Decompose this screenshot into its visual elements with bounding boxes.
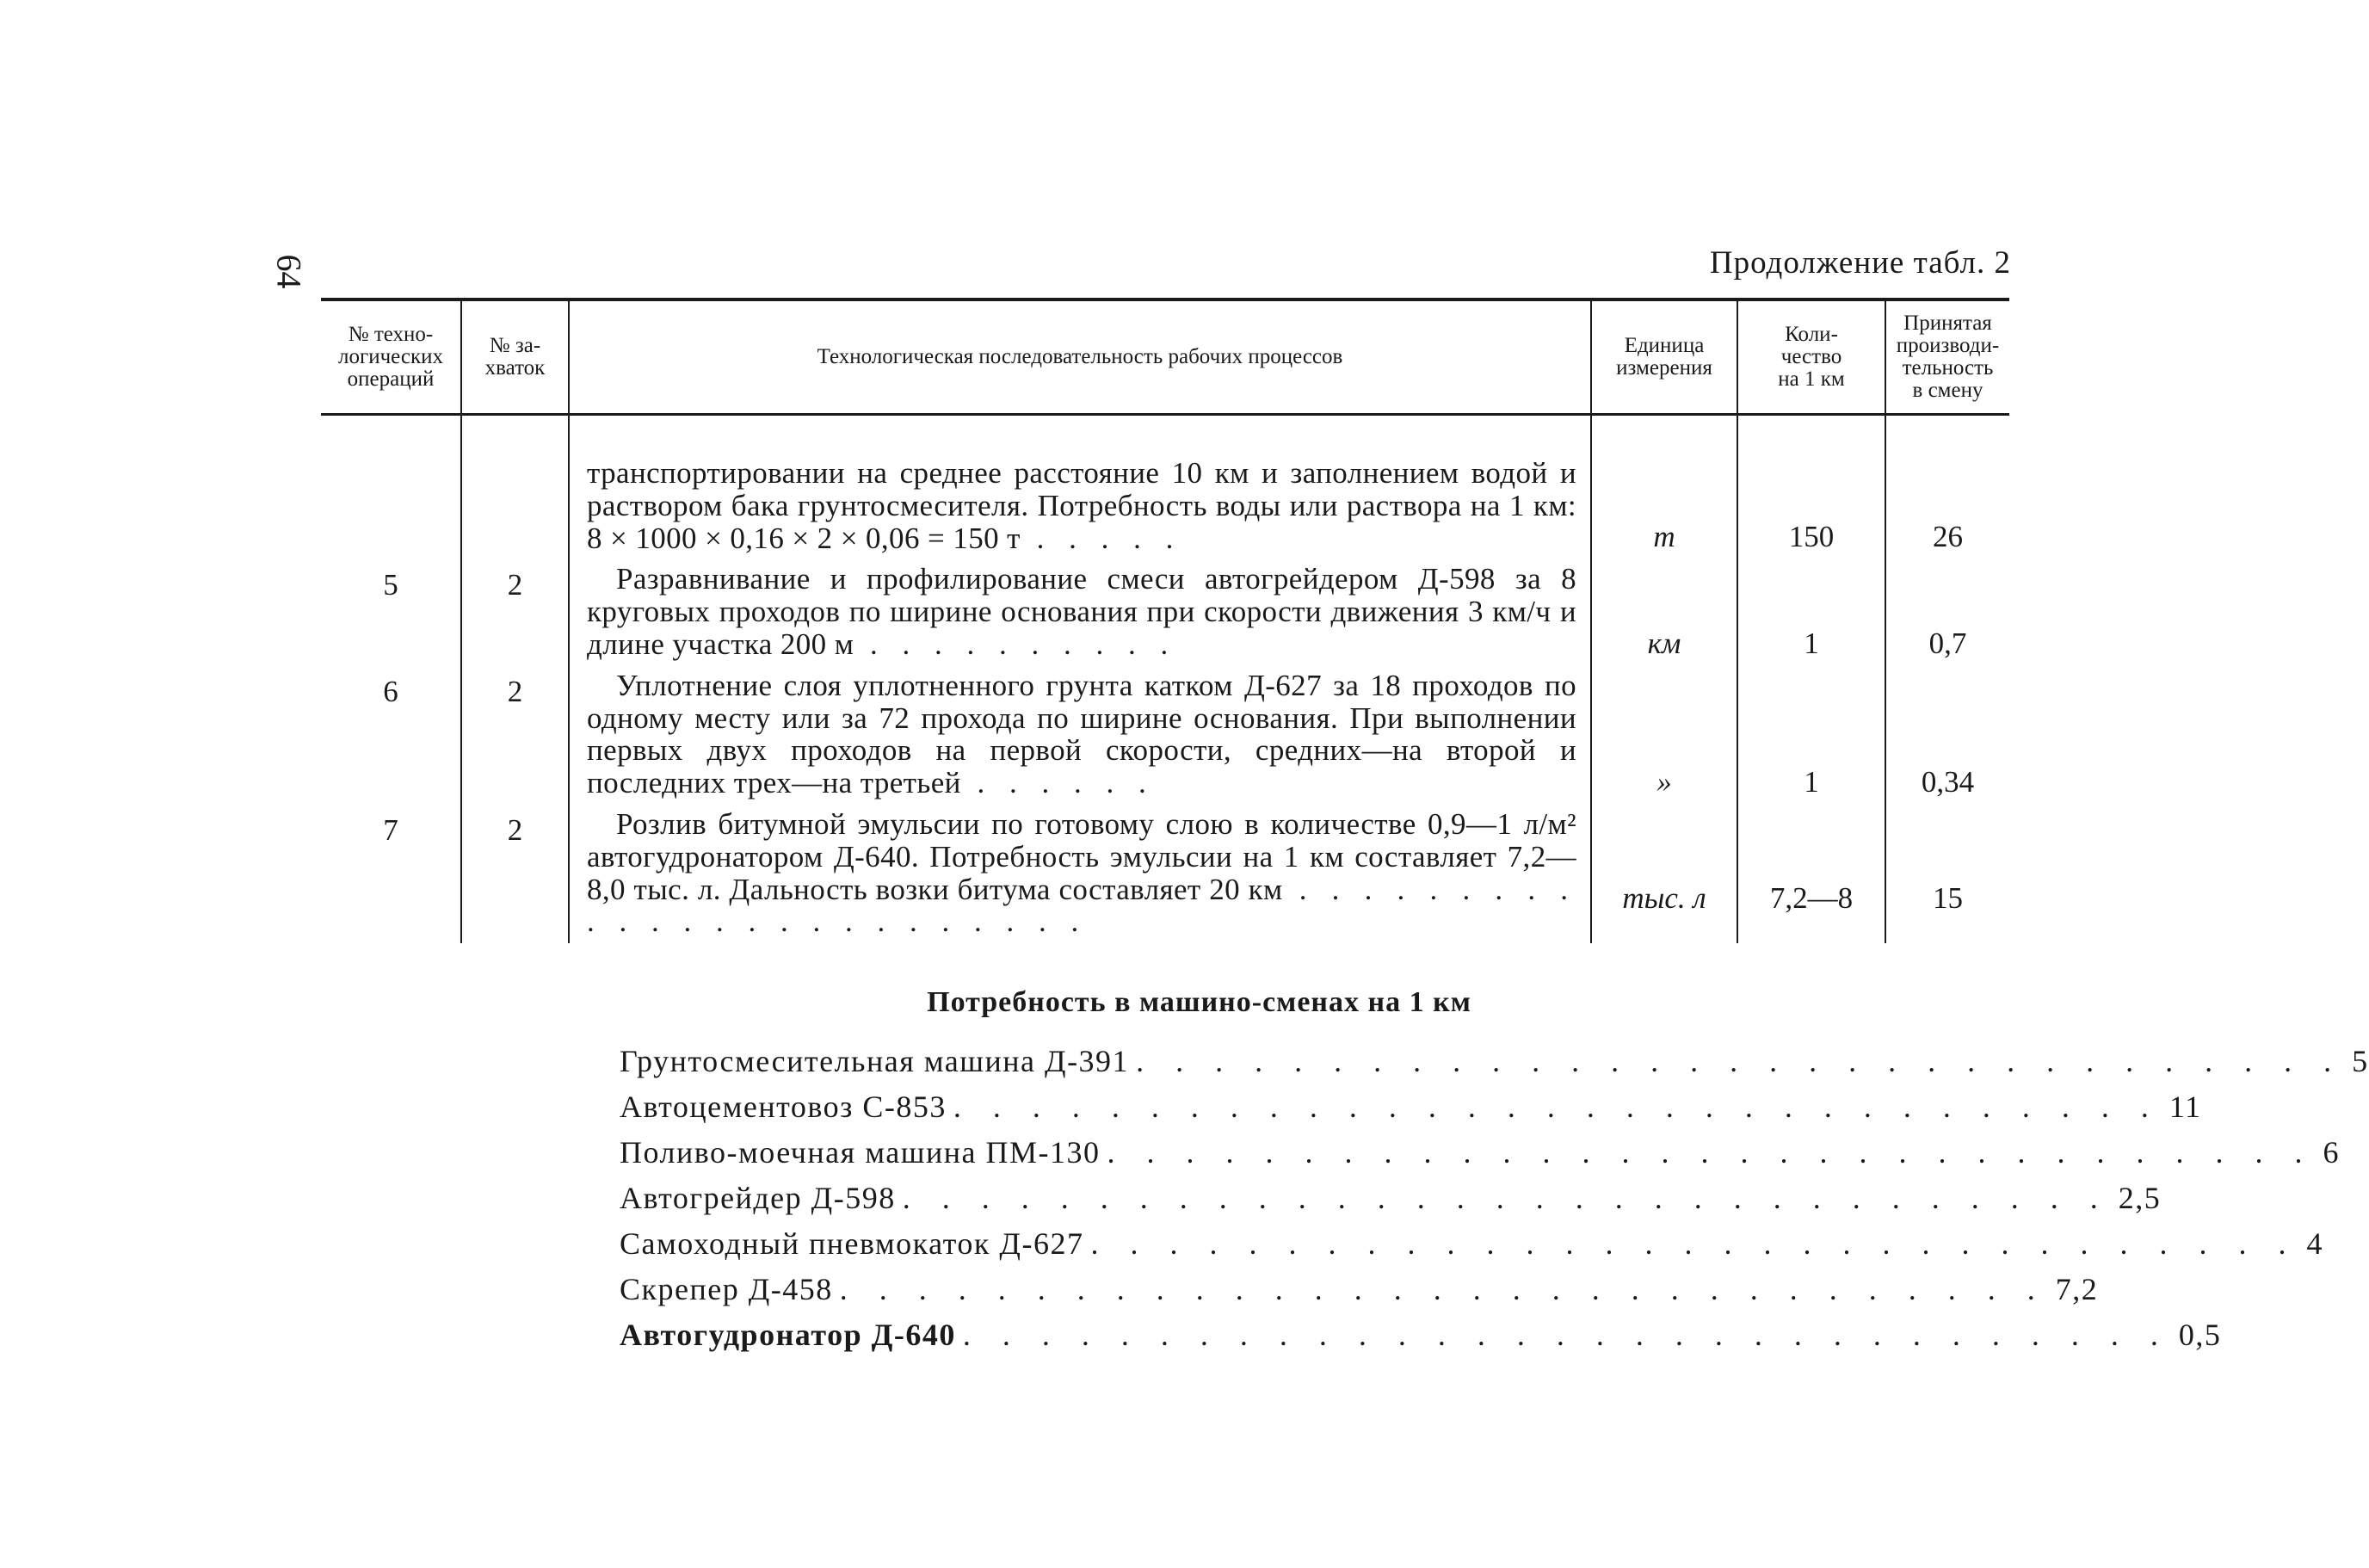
unit-cell: » bbox=[1591, 666, 1737, 805]
machine-shifts-title: Потребность в машино-сменах на 1 км bbox=[927, 986, 1471, 1018]
dot-leader: . . . . . . . . . . . . . . . . . . . . . . . . . . . . . . . bbox=[1090, 1226, 2298, 1261]
op-number-cell: 5 bbox=[383, 568, 398, 602]
description-cell: транспортировании на среднее расстояние 10 км и заполнением водой и раствором бака грунтосмесителя. Потребность воды или раствора на 1 км: 8 × 1000 × 0,16 × 2 × 0,06 = 150 т . . . . . bbox=[569, 454, 1591, 559]
description-cell: Розлив битумной эмульсии по готовому слою в количестве 0,9—1 л/м² автогудронатором Д-640. Потребность эмульсии на 1 км составляет 7,2—8,0 тыс. л. Дальность возки битума составляет 20 км . . . . . . . . . . . . . . . . . . . . . . . . . bbox=[569, 805, 1591, 943]
machine-shifts-value: 0,5 bbox=[2178, 1318, 2222, 1352]
machine-shifts-value: 4 bbox=[2306, 1226, 2323, 1261]
machine-name: Грунтосмесительная машина Д-391 bbox=[620, 1044, 1130, 1078]
dot-leader: . . . . . . . . . . . . . . . . . . . . . . . . . . . . . . . bbox=[902, 1181, 2110, 1215]
list-item bbox=[620, 1271, 2099, 1317]
description-cell: Разравнивание и профилирование смеси автогрейдером Д-598 за 8 круговых проходов по ширине основания при скорости движения 3 км/ч и длине участка 200 м . . . . . . . . . . bbox=[569, 559, 1591, 665]
dot-leader: . . . . . . . . . . . . . . . . . . . . . . . . . . . . . . . bbox=[1136, 1044, 2344, 1078]
unit-cell: т bbox=[1591, 454, 1737, 559]
header-unit: Единица измерения bbox=[1591, 299, 1737, 415]
table-row bbox=[321, 666, 2009, 805]
table-header-row bbox=[321, 299, 2009, 415]
header-description: Технологическая последовательность рабочих процессов bbox=[569, 299, 1591, 415]
header-op-no: № техно- логических операций bbox=[321, 299, 461, 415]
machine-name: Скрепер Д-458 bbox=[620, 1272, 833, 1306]
table-continuation-label: Продолжение табл. 2 bbox=[1709, 245, 2011, 281]
dot-leader: . . . . . . . . . . bbox=[854, 627, 1177, 661]
page-number: 64 bbox=[269, 254, 309, 289]
header-quantity: Коли- чество на 1 км bbox=[1737, 299, 1885, 415]
operations-table bbox=[321, 298, 2009, 943]
dot-leader: . . . . . . . . . . . . . . . . . . . . . . . . . bbox=[587, 872, 1577, 939]
header-zahvatok: № за- хваток bbox=[461, 299, 569, 415]
quantity-cell: 1 bbox=[1737, 559, 1885, 665]
machine-name: Самоходный пневмокаток Д-627 bbox=[620, 1226, 1084, 1261]
unit-cell: тыс. л bbox=[1591, 805, 1737, 943]
list-item bbox=[620, 1134, 2340, 1180]
unit-cell: км bbox=[1591, 559, 1737, 665]
machine-shifts-value: 5 bbox=[2352, 1044, 2369, 1078]
quantity-cell: 1 bbox=[1737, 666, 1885, 805]
table-row bbox=[321, 805, 2009, 943]
rate-cell: 15 bbox=[1885, 805, 2009, 943]
table-row bbox=[321, 559, 2009, 665]
operations-table-container bbox=[321, 298, 2009, 943]
table-row bbox=[321, 454, 2009, 559]
rate-cell: 0,34 bbox=[1885, 666, 2009, 805]
dot-leader: . . . . . bbox=[1020, 521, 1182, 555]
quantity-cell: 7,2—8 bbox=[1737, 805, 1885, 943]
machine-shifts-value: 11 bbox=[2168, 1090, 2202, 1124]
list-item bbox=[620, 1180, 2162, 1225]
dot-leader: . . . . . . bbox=[960, 766, 1155, 800]
rate-cell: 0,7 bbox=[1885, 559, 2009, 665]
header-rate: Принятая производи- тельность в смену bbox=[1885, 299, 2009, 415]
list-item bbox=[620, 1317, 2222, 1362]
rate-cell: 26 bbox=[1885, 454, 2009, 559]
zahvatok-cell: 2 bbox=[461, 805, 569, 943]
machine-shifts-list bbox=[620, 1043, 2369, 1362]
dot-leader: . . . . . . . . . . . . . . . . . . . . . . . . . . . . . . . bbox=[962, 1318, 2170, 1352]
machine-shifts-value: 6 bbox=[2323, 1135, 2340, 1170]
machine-shifts-value: 2,5 bbox=[2118, 1181, 2162, 1215]
machine-shifts-value: 7,2 bbox=[2055, 1272, 2099, 1306]
machine-name: Автоцементовоз С-853 bbox=[620, 1090, 947, 1124]
zahvatok-cell: 2 bbox=[461, 666, 569, 805]
machine-name: Автогудронатор Д-640 bbox=[620, 1318, 956, 1352]
quantity-cell: 150 bbox=[1737, 454, 1885, 559]
zahvatok-cell bbox=[461, 454, 569, 559]
dot-leader: . . . . . . . . . . . . . . . . . . . . . . . . . . . . . . . bbox=[839, 1272, 2047, 1306]
dot-leader: . . . . . . . . . . . . . . . . . . . . . . . . . . . . . . . bbox=[1107, 1135, 2315, 1170]
op-number-cell bbox=[321, 454, 461, 559]
list-item bbox=[620, 1043, 2369, 1089]
table-spacer-row bbox=[321, 415, 2009, 454]
list-item bbox=[620, 1225, 2323, 1271]
zahvatok-cell: 2 bbox=[461, 559, 569, 665]
machine-name: Поливо-моечная машина ПМ-130 bbox=[620, 1135, 1101, 1170]
op-number-cell: 7 bbox=[383, 812, 398, 847]
description-cell: Уплотнение слоя уплотненного грунта катком Д-627 за 18 проходов по одному месту или за 72 прохода по ширине основания. При выполнении первых двух проходов на первой скорости, средних—на второй и последних трех—на третьей . . . . . . bbox=[569, 666, 1591, 805]
list-item bbox=[620, 1089, 2202, 1134]
machine-name: Автогрейдер Д-598 bbox=[620, 1181, 896, 1215]
dot-leader: . . . . . . . . . . . . . . . . . . . . . . . . . . . . . . . bbox=[953, 1090, 2161, 1124]
op-number-cell: 6 bbox=[383, 674, 398, 708]
